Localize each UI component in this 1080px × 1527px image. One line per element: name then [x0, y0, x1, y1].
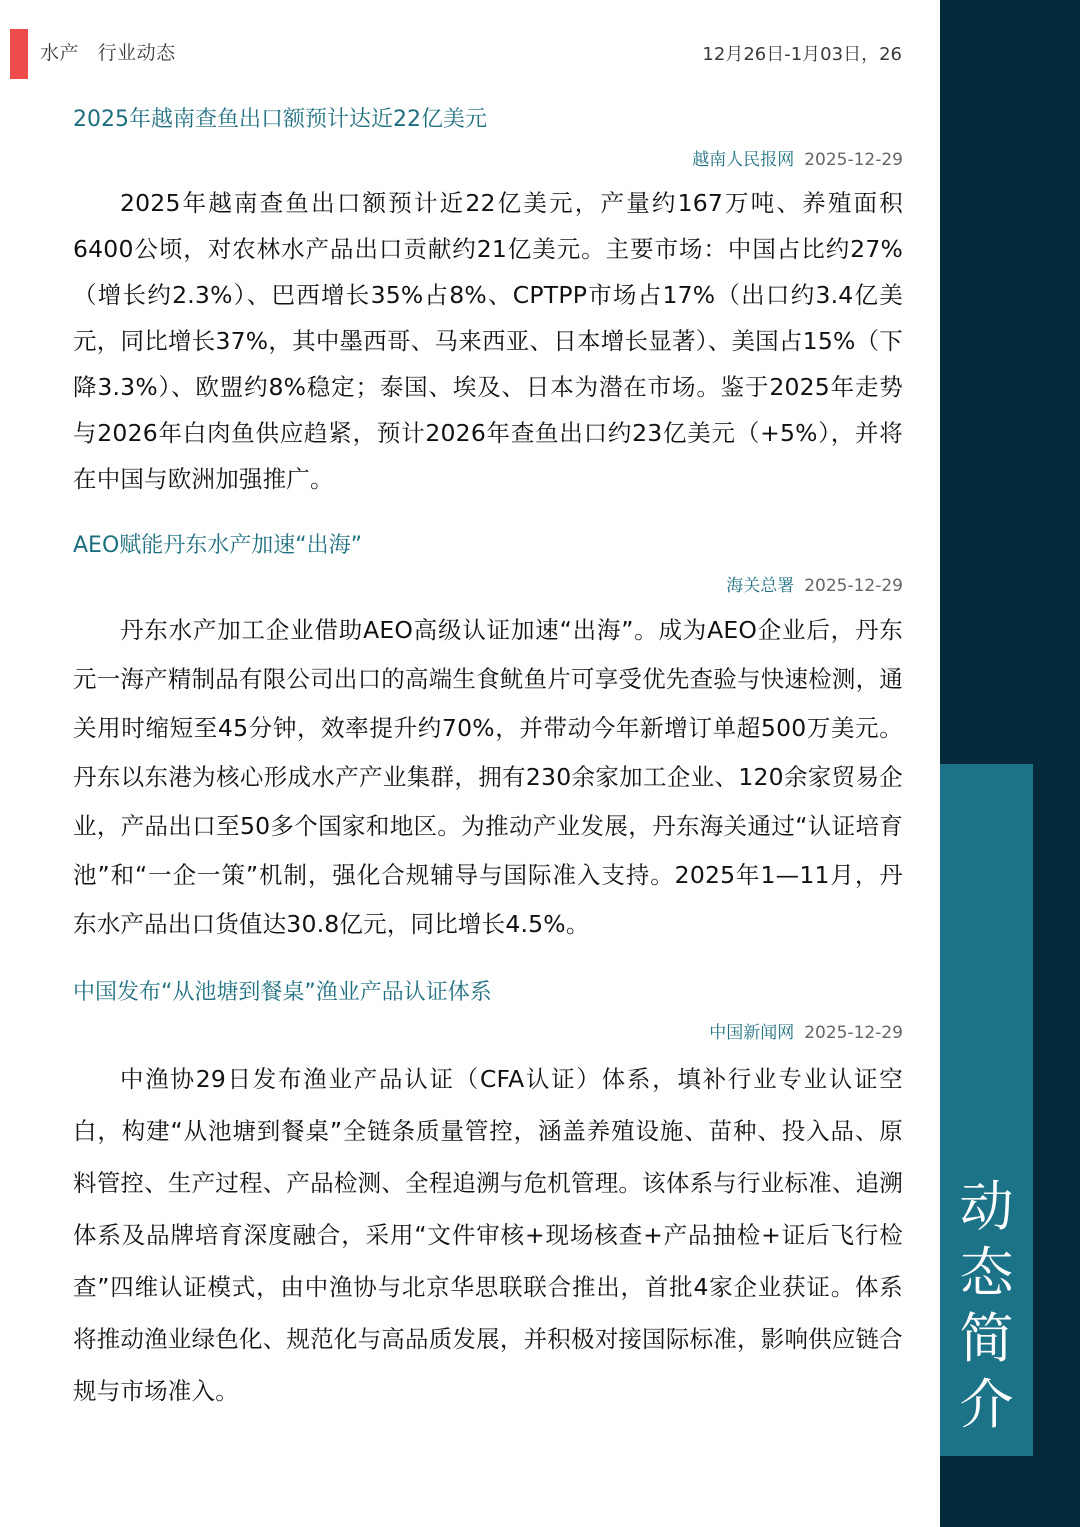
header-accent-bar: [10, 29, 28, 79]
side-title-char: 简: [959, 1307, 1014, 1370]
article-date: 2025-12-29: [804, 576, 903, 596]
side-title-panel: [940, 764, 1033, 1456]
article-title: 中国发布“从池塘到餐桌”渔业产品认证体系: [73, 980, 492, 1005]
header-category: 水产: [40, 42, 80, 64]
side-title-char: 介: [959, 1373, 1014, 1436]
article-body: 2025年越南查鱼出口额预计近22亿美元，产量约167万吨、养殖面积6400公顷，对农林水产品出口贡献约21亿美元。主要市场：中国占比约27%（增长约2.3%）、巴西增长35%占8%、CPTPP市场占17%（出口约3.4亿美元，同比增长37%，其中墨西哥、马来西亚、日本增长显著）、美国占15%（下降3.3%）、欧盟约8%稳定；泰国、埃及、日本为潜在市场。鉴于2025年走势与2026年白肉鱼供应趋紧，预计2026年查鱼出口约23亿美元（+5%），并将在中国与欧洲加强推广。: [73, 189, 903, 493]
article-dandong-aeo: [73, 526, 903, 949]
article-vietnam-pangasius: [73, 100, 903, 502]
article-source: 海关总署: [726, 576, 795, 596]
article-source: 越南人民报网: [692, 150, 795, 170]
article-date: 2025-12-29: [804, 150, 903, 170]
article-source-line: [73, 140, 903, 180]
header-date-range: 12月26日-1月03日，26: [702, 44, 902, 65]
side-title-char: 动: [959, 1175, 1014, 1238]
article-title: 2025年越南查鱼出口额预计达近22亿美元: [73, 107, 487, 132]
header-section: 行业动态: [97, 42, 176, 64]
side-vertical-title: [940, 1174, 1033, 1438]
article-cfa-certification: [73, 973, 903, 1417]
header-section-label: [40, 38, 176, 65]
article-date: 2025-12-29: [804, 1023, 903, 1043]
article-source-line: [73, 566, 903, 606]
article-source: 中国新闻网: [709, 1023, 795, 1043]
article-source-line: [73, 1013, 903, 1053]
article-body: 丹东水产加工企业借助AEO高级认证加速“出海”。成为AEO企业后，丹东元一海产精制品有限公司出口的高端生食鱿鱼片可享受优先查验与快速检测，通关用时缩短至45分钟，效率提升约70%，并带动今年新增订单超500万美元。丹东以东港为核心形成水产产业集群，拥有230余家加工企业、120余家贸易企业，产品出口至50多个国家和地区。为推动产业发展，丹东海关通过“认证培育池”和“一企一策”机制，强化合规辅导与国际准入支持。2025年1—11月，丹东水产品出口货值达30.8亿元，同比增长4.5%。: [73, 616, 903, 938]
article-title: AEO赋能丹东水产加速“出海”: [73, 533, 363, 558]
article-list: [73, 100, 903, 1417]
side-title-char: 态: [959, 1241, 1014, 1304]
article-body: 中渔协29日发布渔业产品认证（CFA认证）体系，填补行业专业认证空白，构建“从池塘到餐桌”全链条质量管控，涵盖养殖设施、苗种、投入品、原料管控、生产过程、产品检测、全程追溯与危机管理。该体系与行业标准、追溯体系及品牌培育深度融合，采用“文件审核+现场核查+产品抽检+证后飞行检查”四维认证模式，由中渔协与北京华思联联合推出，首批4家企业获证。体系将推动渔业绿色化、规范化与高品质发展，并积极对接国际标准，影响供应链合规与市场准入。: [73, 1065, 903, 1405]
